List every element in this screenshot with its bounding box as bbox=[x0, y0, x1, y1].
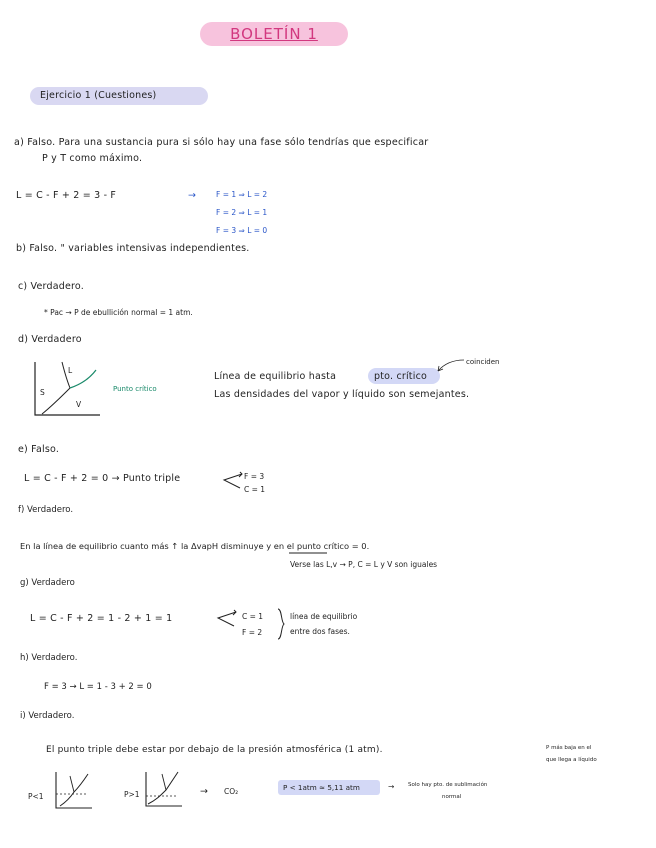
g-brace bbox=[276, 608, 286, 640]
i-co2: CO₂ bbox=[224, 787, 239, 796]
f-line1: En la línea de equilibrio cuanto más ↑ la ΔvapH disminuye y en el punto crítico = 0. bbox=[20, 541, 370, 551]
i-diagram-p1 bbox=[52, 770, 96, 812]
i-result-1: Solo hay pto. de sublimación bbox=[408, 782, 488, 788]
e-branch-2: C = 1 bbox=[244, 485, 266, 494]
i-highlight: P < 1atm ≈ 5,11 atm bbox=[283, 783, 360, 792]
g-branch-2: F = 2 bbox=[242, 628, 263, 637]
b-line: b) Falso. " variables intensivas independientes. bbox=[16, 243, 250, 254]
i-arrow-co2: → bbox=[200, 786, 209, 797]
i-side-note-1: P más baja en el bbox=[546, 745, 592, 751]
a-line2: P y T como máximo. bbox=[42, 153, 143, 164]
exercise-label: Ejercicio 1 (Cuestiones) bbox=[40, 90, 157, 101]
h-formula: F = 3 → L = 1 - 3 + 2 = 0 bbox=[44, 682, 152, 692]
a-case-2: F = 2 ⇒ L = 1 bbox=[216, 208, 268, 217]
f-line2: Verse las L,v → P, C = L y V son iguales bbox=[290, 560, 438, 569]
d-annotation-arrow bbox=[436, 358, 466, 374]
i-p2-label: P>1 bbox=[124, 790, 140, 799]
g-head: g) Verdadero bbox=[20, 578, 75, 588]
title-highlight bbox=[200, 22, 348, 46]
i-text: El punto triple debe estar por debajo de la presión atmosférica (1 atm). bbox=[46, 745, 383, 755]
f-head: f) Verdadero. bbox=[18, 505, 74, 515]
a-line1: a) Falso. Para una sustancia pura si sólo hay una fase sólo tendrías que especificar bbox=[14, 137, 429, 148]
g-branch-arrow bbox=[212, 608, 238, 630]
i-p1-label: P<1 bbox=[28, 792, 44, 801]
h-head: h) Verdadero. bbox=[20, 653, 78, 663]
i-head: i) Verdadero. bbox=[20, 711, 75, 721]
i-arrow-result: → bbox=[388, 782, 395, 791]
d-highlight: pto. crítico bbox=[374, 371, 428, 382]
a-case-1: F = 1 ⇒ L = 2 bbox=[216, 190, 268, 199]
d-head: d) Verdadero bbox=[18, 334, 82, 345]
i-result-2: normal bbox=[442, 794, 462, 800]
d-critical-label: Punto crítico bbox=[113, 385, 157, 393]
d-text2: Las densidades del vapor y líquido son semejantes. bbox=[214, 389, 470, 400]
d-label-l: L bbox=[68, 366, 73, 375]
e-head: e) Falso. bbox=[18, 444, 60, 455]
f-underline bbox=[288, 551, 328, 555]
i-side-note-2: que llega a líquido bbox=[546, 757, 597, 763]
a-case-3: F = 3 ⇒ L = 0 bbox=[216, 226, 268, 235]
a-arrow: → bbox=[188, 190, 197, 201]
g-branch-1: C = 1 bbox=[242, 612, 264, 621]
e-formula: L = C - F + 2 = 0 → Punto triple bbox=[24, 473, 181, 484]
i-diagram-p2 bbox=[142, 770, 186, 812]
g-note1: línea de equilibrio bbox=[290, 612, 358, 621]
g-note2: entre dos fases. bbox=[290, 627, 350, 636]
g-formula: L = C - F + 2 = 1 - 2 + 1 = 1 bbox=[30, 613, 173, 624]
d-annotation: coinciden bbox=[466, 358, 500, 366]
e-branch-1: F = 3 bbox=[244, 472, 265, 481]
d-label-s: S bbox=[40, 388, 45, 397]
d-text1: Línea de equilibrio hasta bbox=[214, 371, 337, 382]
c-head: c) Verdadero. bbox=[18, 281, 84, 292]
d-label-v: V bbox=[76, 400, 82, 409]
page-title: BOLETÍN 1 bbox=[230, 25, 318, 43]
a-formula: L = C - F + 2 = 3 - F bbox=[16, 190, 117, 201]
e-branch-arrow bbox=[218, 470, 244, 492]
c-note: * Pac → P de ebullición normal = 1 atm. bbox=[44, 308, 193, 317]
